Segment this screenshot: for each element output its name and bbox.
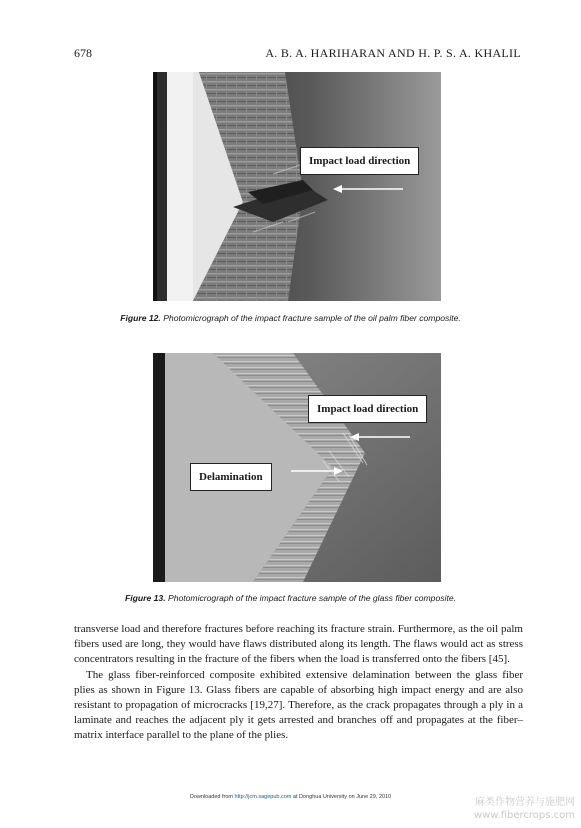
- running-head-smallcaps-2: HALIL: [483, 46, 521, 60]
- figure-12-photo: [153, 72, 441, 301]
- figure-12-caption-label: Figure 12.: [120, 313, 161, 323]
- figure-13-caption-text: Photomicrograph of the impact fracture sample of the glass fiber composite.: [165, 593, 456, 603]
- impact-load-callout: Impact load direction: [308, 395, 427, 423]
- figure-12-caption: [0, 313, 581, 323]
- figure-12-micrograph: [153, 72, 441, 301]
- watermark: [474, 796, 575, 822]
- figure-13-caption-label: Figure 13.: [124, 593, 166, 603]
- impact-load-callout: Impact load direction: [300, 147, 419, 175]
- body-text: [74, 622, 523, 744]
- figure-13-caption: [0, 593, 581, 603]
- running-head-mid: H. P. S. A. K: [414, 46, 484, 60]
- footer-suffix: at Donghua University on June 29, 2010: [291, 794, 392, 800]
- running-head: [265, 46, 521, 61]
- body-paragraph-1: transverse load and therefore fractures before reaching its fracture strain. Furthermore, as the oil palm fibers used are long, they would have flaws distributed along its length. The flaws would act as stress concentrators resulting in the fracture of the fibers when the load is transferred onto the fibers [45].: [74, 623, 523, 666]
- watermark-line-1: 麻类作物营养与施肥网: [475, 797, 575, 808]
- footer-prefix: Downloaded from: [189, 794, 235, 800]
- running-head-smallcaps-1: ARIHARAN AND: [319, 46, 415, 60]
- delamination-callout: Delamination: [190, 463, 272, 491]
- figure-13-photo: [153, 353, 441, 582]
- body-paragraph-2: The glass fiber-reinforced composite exhibited extensive delamination between the glass fiber plies as shown in Figure 13. Glass fibers are capable of absorbing high impact energy and are also resistant to propagation of microcracks [19,27]. Therefore, as the crack propagates through a ply in a laminate and reaches the adjacent ply it gets arrested and branches off and propagates at the fiber–matrix interface parallel to the plane of the plies.: [74, 668, 523, 742]
- running-head-prefix: A. B. A. H: [265, 46, 320, 60]
- watermark-line-2: www.fibercrops.com: [473, 810, 575, 821]
- footer-link[interactable]: http://jcm.sagepub.com: [234, 794, 292, 800]
- page-number: 678: [74, 46, 92, 60]
- figure-12-caption-text: Photomicrograph of the impact fracture sample of the oil palm fiber composite.: [160, 313, 461, 323]
